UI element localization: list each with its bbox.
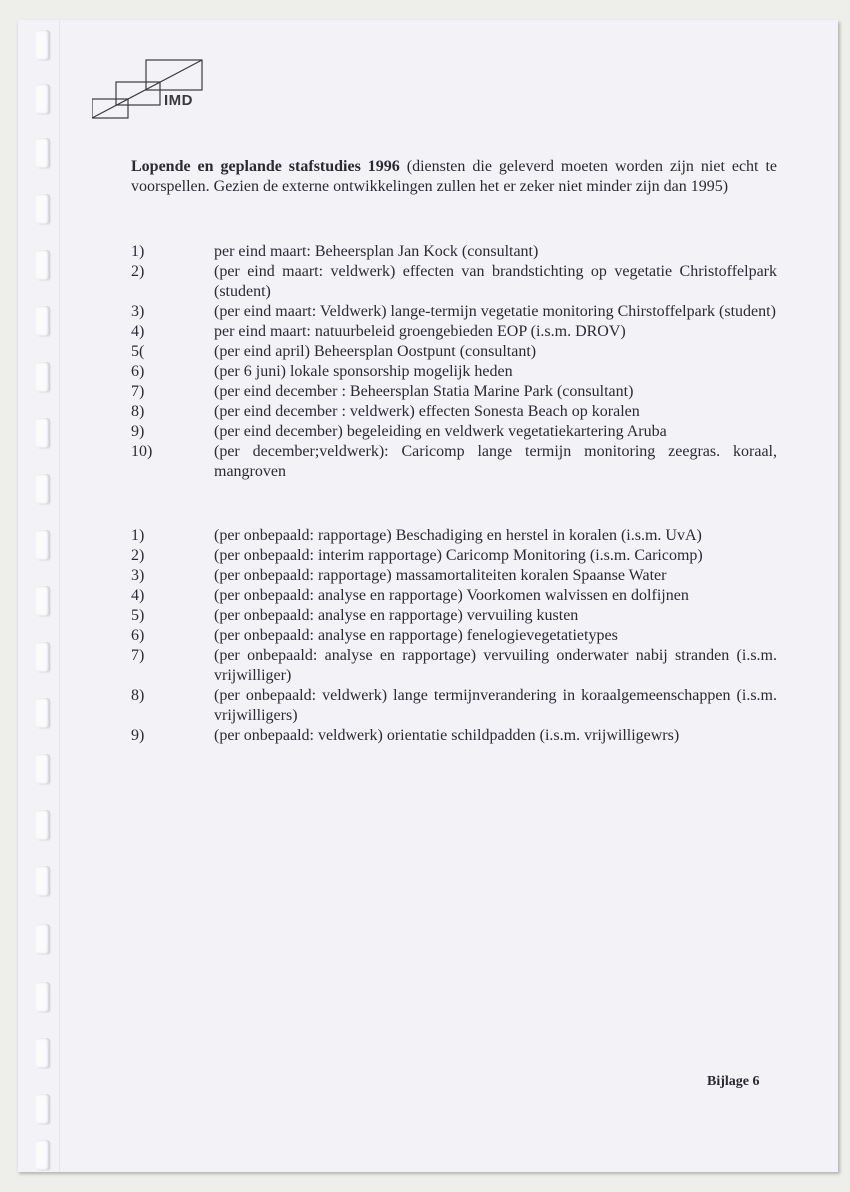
item-text: (per onbepaald: rapportage) massamortaliteiten koralen Spaanse Water: [214, 567, 667, 584]
list-item: [131, 626, 777, 646]
item-text: (per onbepaald: analyse en rapportage) Voorkomen walvissen en dolfijnen: [214, 587, 689, 604]
item-number: 8): [131, 687, 145, 704]
item-number: 4): [131, 323, 145, 340]
item-text: (per eind april) Beheersplan Oostpunt (consultant): [214, 343, 537, 360]
list-planned-studies: [131, 242, 777, 482]
item-number: 8): [131, 403, 145, 420]
item-number: 2): [131, 263, 145, 280]
list-item: [131, 646, 777, 686]
item-text: (per eind december : Beheersplan Statia Marine Park (consultant): [214, 383, 634, 400]
list-item: [131, 566, 777, 586]
item-text: (per onbepaald: analyse en rapportage) vervuiling onderwater nabij stranden (i.s.m. vrijwilliger): [214, 647, 777, 684]
item-text: (per onbepaald: veldwerk) lange termijnverandering in koraalgemeenschappen (i.s.m. vrijwilligers): [214, 687, 777, 724]
list-item: [131, 382, 777, 402]
item-text: (per onbepaald: veldwerk) orientatie schildpadden (i.s.m. vrijwilligewrs): [214, 727, 680, 744]
binding-hole: [36, 1140, 50, 1170]
list-item: [131, 362, 777, 382]
binding-hole: [36, 754, 50, 784]
binding-hole: [36, 30, 50, 60]
binding-hole: [36, 810, 50, 840]
intro-paragraph: [131, 157, 777, 197]
item-text: (per december;veldwerk): Caricomp lange termijn monitoring zeegras. koraal, mangroven: [214, 443, 777, 480]
list-item: [131, 726, 777, 746]
item-number: 6): [131, 627, 145, 644]
imd-rectangles-logo-icon: [92, 50, 222, 120]
binding-hole: [36, 306, 50, 336]
item-text: (per onbepaald: analyse en rapportage) fenelogievegetatietypes: [214, 627, 618, 644]
item-number: 1): [131, 243, 145, 260]
binding-hole: [36, 250, 50, 280]
item-number: 10): [131, 443, 153, 460]
item-number: 2): [131, 547, 145, 564]
binding-hole: [36, 924, 50, 954]
item-number: 7): [131, 647, 145, 664]
item-number: 9): [131, 727, 145, 744]
list-item: [131, 262, 777, 302]
document-page: [17, 20, 838, 1172]
item-text: (per eind maart: veldwerk) effecten van brandstichting op vegetatie Christoffelpark (student): [214, 263, 777, 300]
binding-hole: [36, 866, 50, 896]
list-item: [131, 546, 777, 566]
binding-hole: [36, 982, 50, 1012]
appendix-label: Bijlage 6: [707, 1074, 760, 1089]
list-item: [131, 422, 777, 442]
item-number: 3): [131, 567, 145, 584]
list-item: [131, 526, 777, 546]
item-number: 1): [131, 527, 145, 544]
item-text: (per eind december) begeleiding en veldwerk vegetatiekartering Aruba: [214, 423, 667, 440]
item-text: (per eind december : veldwerk) effecten Sonesta Beach op koralen: [214, 403, 640, 420]
binding-strip: [17, 20, 60, 1172]
list-item: [131, 322, 777, 342]
list-item: [131, 442, 777, 482]
list-item: [131, 606, 777, 626]
binding-hole: [36, 138, 50, 168]
binding-hole: [36, 474, 50, 504]
list-item: [131, 302, 777, 322]
item-number: 7): [131, 383, 145, 400]
list-item: [131, 342, 777, 362]
list-item: [131, 686, 777, 726]
binding-hole: [36, 418, 50, 448]
section-title: Lopende en geplande stafstudies 1996: [131, 158, 400, 175]
binding-hole: [36, 530, 50, 560]
list-item: [131, 402, 777, 422]
binding-hole: [36, 586, 50, 616]
item-number: 5(: [131, 343, 145, 360]
binding-hole: [36, 1038, 50, 1068]
item-number: 6): [131, 363, 145, 380]
list-item: [131, 586, 777, 606]
logo-text: IMD: [164, 92, 193, 109]
binding-hole: [36, 194, 50, 224]
list-undetermined-studies: [131, 526, 777, 746]
item-text: (per eind maart: Veldwerk) lange-termijn vegetatie monitoring Chirstoffelpark (student): [214, 303, 776, 320]
item-text: (per onbepaald: analyse en rapportage) vervuiling kusten: [214, 607, 579, 624]
binding-hole: [36, 698, 50, 728]
binding-hole: [36, 84, 50, 114]
item-number: 5): [131, 607, 145, 624]
item-text: per eind maart: Beheersplan Jan Kock (consultant): [214, 243, 539, 260]
item-text: (per 6 juni) lokale sponsorship mogelijk heden: [214, 363, 513, 380]
item-text: per eind maart: natuurbeleid groengebieden EOP (i.s.m. DROV): [214, 323, 626, 340]
list-item: [131, 242, 777, 262]
item-number: 3): [131, 303, 145, 320]
binding-hole: [36, 1094, 50, 1124]
item-number: 4): [131, 587, 145, 604]
item-text: (per onbepaald: rapportage) Beschadiging en herstel in koralen (i.s.m. UvA): [214, 527, 702, 544]
item-number: 9): [131, 423, 145, 440]
binding-hole: [36, 362, 50, 392]
item-text: (per onbepaald: interim rapportage) Caricomp Monitoring (i.s.m. Caricomp): [214, 547, 703, 564]
binding-hole: [36, 642, 50, 672]
intro-text: (diensten die geleverd moeten worden zijn niet echt te voorspellen. Gezien de externe ontwikkelingen zullen het er zeker niet minder zijn dan 1995): [131, 158, 778, 195]
